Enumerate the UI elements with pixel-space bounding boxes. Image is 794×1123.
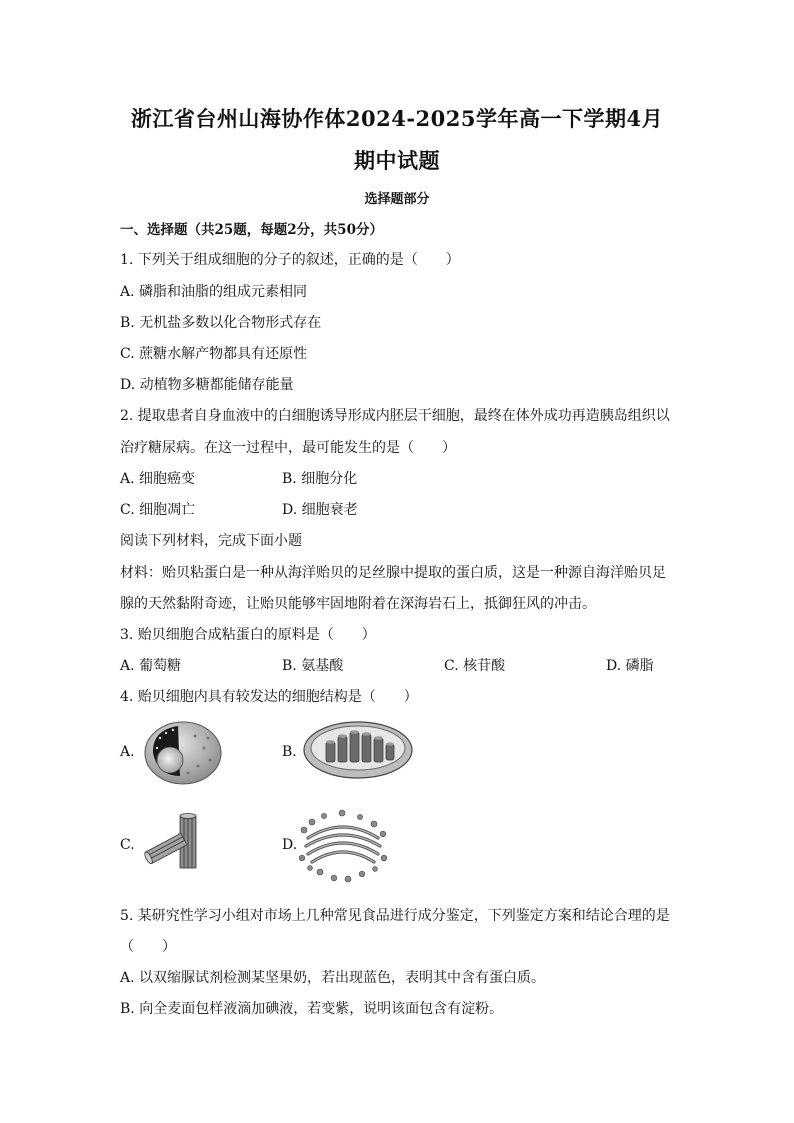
q4-option-c-label: C. <box>120 837 135 853</box>
q5-stem-line1: 5. 某研究性学习小组对市场上几种常见食品进行成分鉴定，下列鉴定方案和结论合理的是 <box>120 908 670 924</box>
material-text-line1: 材料：贻贝粘蛋白是一种从海洋贻贝的足丝腺中提取的蛋白质，这是一种源自海洋贻贝足 <box>120 565 666 581</box>
q2-stem-line2: 治疗糖尿病。在这一过程中，最可能发生的是（ ） <box>120 440 456 456</box>
q5-option-b: B. 向全麦面包样液滴加碘液，若变紫，说明该面包含有淀粉。 <box>120 1001 504 1017</box>
q4-option-a-label: A. <box>120 744 135 760</box>
q3-option-a: A. 葡萄糖 <box>120 658 182 674</box>
q5-stem-line2: （ ） <box>120 939 176 955</box>
q2-stem-line1: 2. 提取患者自身血液中的白细胞诱导形成内胚层干细胞，最终在体外成功再造胰岛组织以 <box>120 408 670 424</box>
q1-option-b: B. 无机盐多数以化合物形式存在 <box>120 315 322 331</box>
q3-stem: 3. 贻贝细胞合成粘蛋白的原料是（ ） <box>120 627 376 643</box>
part-heading: 一、选择题（共25题，每题2分，共50分） <box>120 222 383 238</box>
q3-option-d: D. 磷脂 <box>606 658 654 674</box>
q1-option-c: C. 蔗糖水解产物都具有还原性 <box>120 346 308 362</box>
q2-option-b: B. 细胞分化 <box>282 471 358 487</box>
golgi-apparatus-illustration-icon <box>298 808 388 884</box>
centriole-illustration-icon <box>142 812 214 872</box>
exam-title-line1: 浙江省台州山海协作体2024-2025学年高一下学期4月 <box>130 106 664 131</box>
q1-option-a: A. 磷脂和油脂的组成元素相同 <box>120 284 308 300</box>
q3-option-c: C. 核苷酸 <box>444 658 506 674</box>
q2-option-d: D. 细胞衰老 <box>282 502 358 518</box>
q4-option-d-label: D. <box>282 837 298 853</box>
q2-option-a: A. 细胞癌变 <box>120 471 196 487</box>
q5-option-a: A. 以双缩脲试剂检测某坚果奶，若出现蓝色，表明其中含有蛋白质。 <box>120 970 546 986</box>
q4-option-b-label: B. <box>282 744 297 760</box>
q4-stem: 4. 贻贝细胞内具有较发达的细胞结构是（ ） <box>120 689 418 705</box>
q1-stem: 1. 下列关于组成细胞的分子的叙述，正确的是（ ） <box>120 252 460 268</box>
material-text-line2: 腺的天然黏附奇迹，让贻贝能够牢固地附着在深海岩石上，抵御狂风的冲击。 <box>120 596 596 612</box>
section-heading: 选择题部分 <box>364 192 430 207</box>
material-intro: 阅读下列材料，完成下面小题 <box>120 533 302 549</box>
exam-title-line2: 期中试题 <box>354 148 440 173</box>
q1-option-d: D. 动植物多糖都能储存能量 <box>120 377 294 393</box>
nucleus-illustration-icon <box>140 718 226 788</box>
chloroplast-illustration-icon <box>302 716 414 780</box>
q3-option-b: B. 氨基酸 <box>282 658 344 674</box>
q2-option-c: C. 细胞凋亡 <box>120 502 196 518</box>
